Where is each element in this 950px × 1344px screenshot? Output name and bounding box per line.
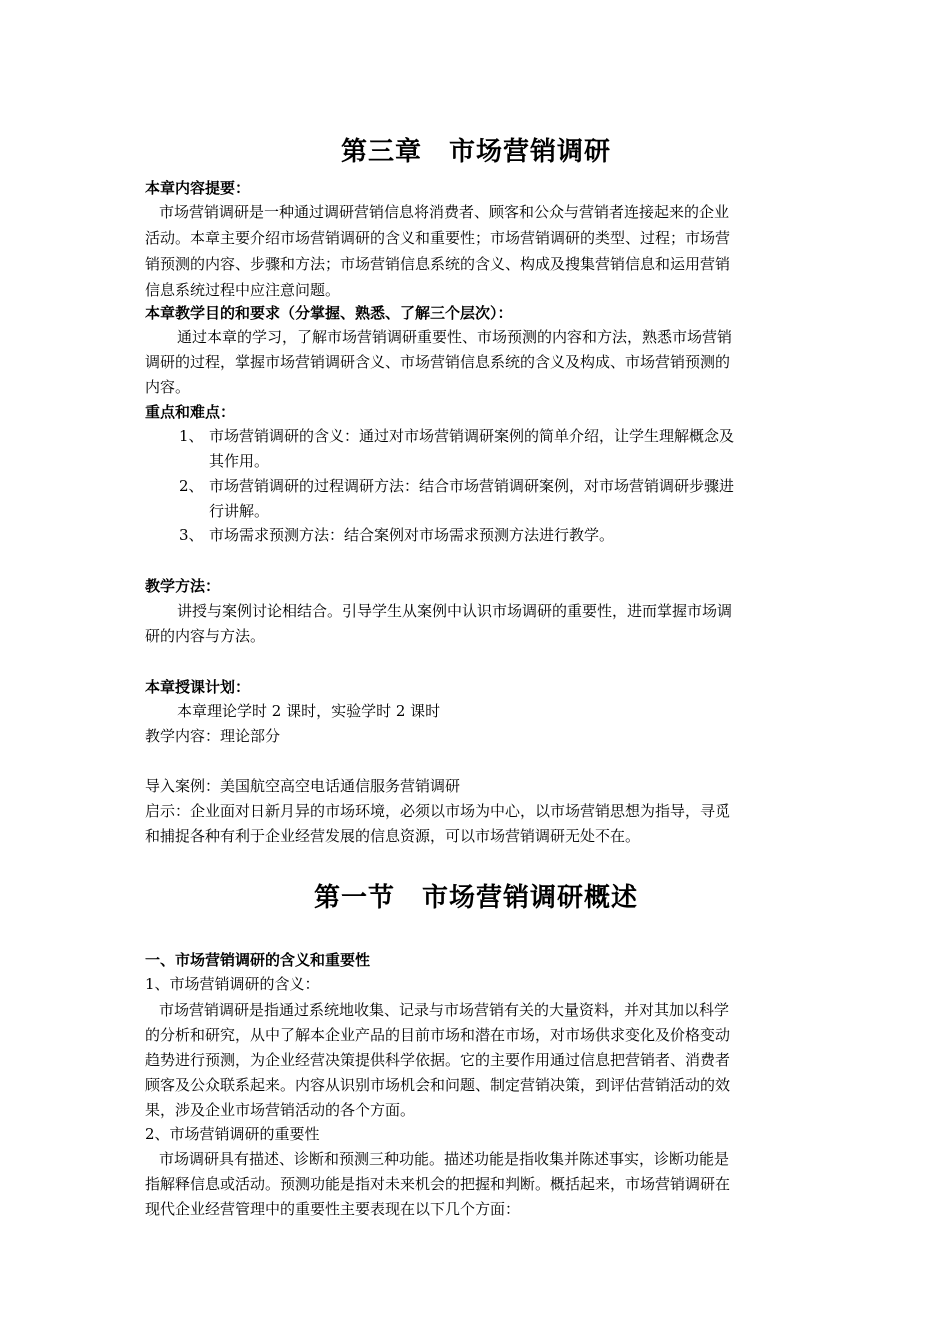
definition-line: 顾客及公众联系起来。内容从识别市场机会和问题、制定营销决策，到评估营销活动的效 — [145, 1076, 731, 1094]
definition-line: 趋势进行预测，为企业经营决策提供科学依据。它的主要作用通过信息把营销者、消费者 — [145, 1051, 731, 1069]
summary-heading: 本章内容提要： — [145, 179, 251, 197]
key-point-item — [179, 523, 807, 547]
goals-heading: 本章教学目的和要求（分掌握、熟悉、了解三个层次）： — [145, 304, 513, 322]
summary-line: 信息系统过程中应注意问题。 — [145, 281, 341, 299]
case-intro: 导入案例：美国航空高空电话通信服务营销调研 — [145, 777, 461, 795]
importance-line: 市场调研具有描述、诊断和预测三种功能。描述功能是指收集并陈述事实，诊断功能是 — [159, 1150, 730, 1168]
importance-line: 现代企业经营管理中的重要性主要表现在以下几个方面： — [145, 1200, 521, 1218]
summary-line: 活动。本章主要介绍市场营销调研的含义和重要性；市场营销调研的类型、过程；市场营 — [145, 229, 731, 247]
importance-line: 指解释信息或活动。预测功能是指对未来机会的把握和判断。概括起来，市场营销调研在 — [145, 1175, 731, 1193]
key-point-continuation: 行讲解。 — [209, 502, 270, 520]
key-point-text: 市场营销调研的含义：通过对市场营销调研案例的简单介绍，让学生理解概念及 — [209, 427, 735, 445]
goals-line: 通过本章的学习，了解市场营销调研重要性、市场预测的内容和方法，熟悉市场营销 — [177, 328, 733, 346]
key-point-text: 市场营销调研的过程调研方法：结合市场营销调研案例，对市场营销调研步骤进 — [209, 477, 735, 495]
methods-line: 研的内容与方法。 — [145, 627, 266, 645]
key-point-number: 1、 — [179, 427, 204, 445]
goals-line: 调研的过程，掌握市场营销调研含义、市场营销信息系统的含义及构成、市场营销预测的 — [145, 353, 731, 371]
subsection-heading: 2、市场营销调研的重要性 — [145, 1125, 320, 1143]
key-point-text: 市场需求预测方法：结合案例对市场需求预测方法进行教学。 — [209, 526, 615, 544]
key-point-item — [179, 424, 807, 448]
section-heading: 一、市场营销调研的含义和重要性 — [145, 951, 371, 969]
chapter-title: 第三章 市场营销调研 — [340, 137, 611, 167]
key-point-item — [179, 474, 807, 498]
plan-content: 教学内容：理论部分 — [145, 727, 281, 745]
definition-line: 的分析和研究，从中了解本企业产品的目前市场和潜在市场，对市场供求变化及价格变动 — [145, 1026, 731, 1044]
plan-hours: 本章理论学时 2 课时，实验学时 2 课时 — [177, 702, 441, 720]
plan-heading: 本章授课计划： — [145, 678, 251, 696]
methods-heading: 教学方法： — [145, 577, 221, 595]
subsection-heading: 1、市场营销调研的含义： — [145, 975, 320, 993]
methods-line: 讲授与案例讨论相结合。引导学生从案例中认识市场调研的重要性，进而掌握市场调 — [177, 602, 733, 620]
key-point-continuation: 其作用。 — [209, 452, 270, 470]
key-point-number: 3、 — [179, 526, 204, 544]
goals-line: 内容。 — [145, 378, 191, 396]
definition-line: 果，涉及企业市场营销活动的各个方面。 — [145, 1101, 416, 1119]
section-title: 第一节 市场营销调研概述 — [313, 883, 638, 913]
definition-line: 市场营销调研是指通过系统地收集、记录与市场营销有关的大量资料，并对其加以科学 — [159, 1001, 730, 1019]
key-point-number: 2、 — [179, 477, 204, 495]
key-points-heading: 重点和难点： — [145, 403, 236, 421]
summary-line: 市场营销调研是一种通过调研营销信息将消费者、顾客和公众与营销者连接起来的企业 — [159, 203, 730, 221]
case-insight-line: 启示：企业面对日新月异的市场环境，必须以市场为中心，以市场营销思想为指导，寻觅 — [145, 802, 731, 820]
case-insight-line: 和捕捉各种有利于企业经营发展的信息资源，可以市场营销调研无处不在。 — [145, 827, 641, 845]
summary-line: 销预测的内容、步骤和方法；市场营销信息系统的含义、构成及搜集营销信息和运用营销 — [145, 255, 731, 273]
